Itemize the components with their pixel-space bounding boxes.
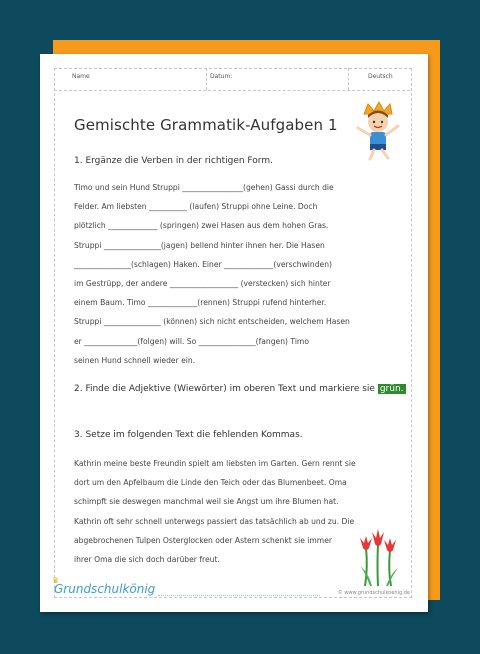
date-label: Datum:	[210, 73, 233, 80]
task3-line: dort um den Apfelbaum die Linde den Teich oder das Blumenbeet. Oma	[74, 478, 347, 488]
task3-line: Kathrin meine beste Freundin spielt am liebsten im Garten. Gern rennt sie	[74, 459, 356, 468]
task1-line: seinen Hund schnell wieder ein.	[74, 355, 196, 365]
task3-line: Kathrin oft sehr schnell unterwegs passiert das tatsächlich ab und zu. Die	[74, 516, 355, 526]
task3-line: schimpft sie deswegen manchmal weil sie Angst um ihre Blumen hat.	[74, 497, 339, 507]
website-credit: © www.grundschulkoenig.de	[337, 590, 410, 596]
worksheet-page	[40, 54, 428, 612]
footer-dotted-line	[158, 595, 320, 596]
task2-heading-text: 2. Finde die Adjektive (Wiewörter) im oberen Text und markiere sie	[74, 384, 375, 394]
task1-line: Struppi _______________(jagen) bellend hinter ihnen her. Die Hasen	[74, 240, 325, 250]
grundschulkoenig-logo	[52, 576, 156, 596]
worksheet-title: Gemischte Grammatik-Aufgaben 1	[74, 116, 338, 134]
header-fields	[54, 68, 410, 91]
task1-line: plötzlich _____________ (springen) zwei Hasen aus dem hohen Gras.	[74, 221, 329, 231]
task3-heading: 3. Setze im folgenden Text die fehlenden Kommas.	[74, 430, 303, 440]
green-highlight: grün.	[379, 384, 404, 394]
task3-line: ihrer Oma die sich doch darüber freut.	[74, 555, 220, 565]
task1-paragraph	[74, 178, 396, 370]
header-divider	[206, 68, 207, 90]
tulips-illustration	[356, 526, 400, 588]
boy-illustration	[350, 98, 406, 162]
logo-text: Grundschulkönig	[54, 582, 156, 596]
name-label: Name	[72, 73, 90, 80]
crown-icon: ♛	[52, 576, 60, 585]
task1-line: Timo und sein Hund Struppi ________________(gehen) Gassi durch die	[74, 183, 334, 192]
task1-line: einem Baum. Timo _____________(rennen) Struppi rufend hinterher.	[74, 298, 327, 308]
task1-line: Felder. Am liebsten __________ (laufen) Struppi ohne Leine. Doch	[74, 202, 318, 212]
task3-paragraph	[74, 454, 396, 569]
task1-line: Struppi _______________ (können) sich nicht entscheiden, welchem Hasen	[74, 317, 350, 327]
task1-line: _______________(schlagen) Haken. Einer _____________(verschwinden)	[74, 259, 332, 269]
task1-line: im Gestrüpp, der andere __________________ (verstecken) sich hinter	[74, 279, 331, 289]
subject-label: Deutsch	[368, 73, 393, 80]
task1-heading: 1. Ergänze die Verben in der richtigen Form.	[74, 156, 273, 166]
header-divider	[348, 68, 349, 90]
task3-line: abgebrochenen Tulpen Osterglocken oder Astern schenkt sie immer	[74, 535, 332, 545]
task1-line: er ______________(folgen) will. So _______________(fangen) Timo	[74, 336, 309, 346]
task2-heading	[74, 384, 406, 394]
